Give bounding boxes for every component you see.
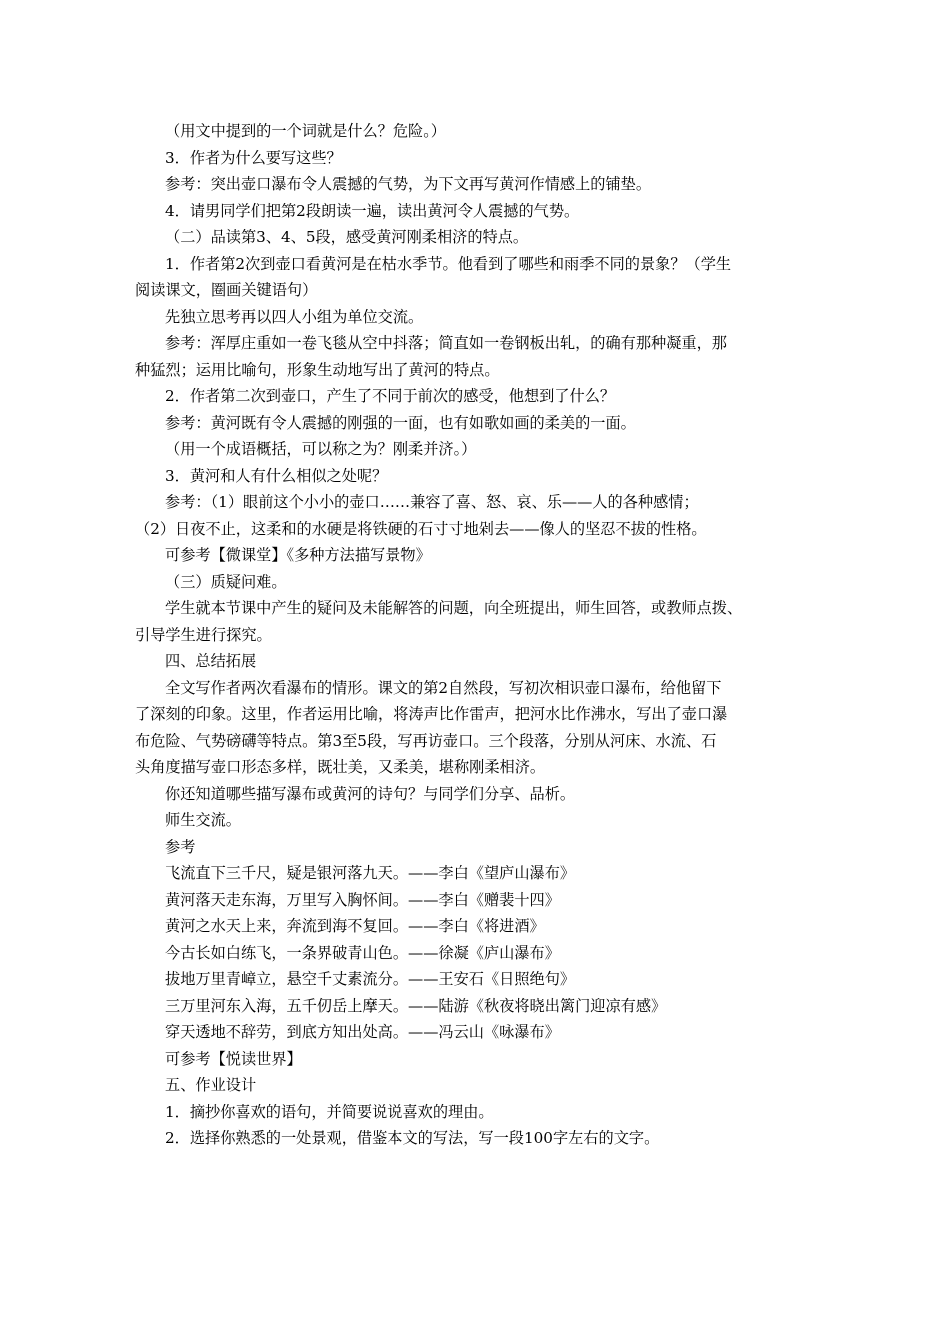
text-line: 了深刻的印象。这里，作者运用比喻，将涛声比作雷声，把河水比作沸水，写出了壶口瀑 bbox=[135, 705, 728, 723]
text-line: （用一个成语概括，可以称之为？刚柔并济。） bbox=[165, 440, 477, 458]
text-line: （二）品读第3、4、5段，感受黄河刚柔相济的特点。 bbox=[165, 228, 529, 246]
text-line: 参考 bbox=[165, 837, 196, 856]
text-line: （三）质疑问难。 bbox=[165, 572, 287, 591]
text-line: 参考：（1）眼前这个小小的壶口……兼容了喜、怒、哀、乐——人的各种感情； bbox=[165, 493, 699, 511]
text-line: 3．黄河和人有什么相似之处呢？ bbox=[165, 466, 388, 485]
text-line: 拔地万里青嶂立，悬空千丈素流分。——王安石《日照绝句》 bbox=[165, 970, 576, 988]
text-line: （用文中提到的一个词就是什么？危险。） bbox=[165, 122, 446, 140]
text-line: 黄河落天走东海，万里写入胸怀间。——李白《赠裴十四》 bbox=[165, 890, 560, 909]
text-line: 你还知道哪些描写瀑布或黄河的诗句？与同学们分享、品析。 bbox=[165, 784, 576, 803]
text-line: 三万里河东入海，五千仞岳上摩天。——陆游《秋夜将晓出篱门迎凉有感》 bbox=[165, 996, 667, 1015]
text-line: 阅读课文，圈画关键语句） bbox=[135, 281, 318, 299]
text-line: 头角度描写壶口形态多样，既壮美，又柔美，堪称刚柔相济。 bbox=[135, 758, 546, 776]
text-line: 2．作者第二次到壶口，产生了不同于前次的感受，他想到了什么？ bbox=[165, 387, 616, 405]
text-line: 种猛烈；运用比喻句，形象生动地写出了黄河的特点。 bbox=[135, 360, 500, 379]
text-line: 全文写作者两次看瀑布的情形。课文的第2自然段，写初次相识壶口瀑布，给他留下 bbox=[165, 678, 722, 697]
text-line: 引导学生进行探究。 bbox=[135, 625, 272, 644]
document-page bbox=[135, 118, 825, 1152]
text-line: 1．作者第2次到壶口看黄河是在枯水季节。他看到了哪些和雨季不同的景象？（学生 bbox=[165, 254, 732, 273]
text-line: 四、总结拓展 bbox=[165, 652, 257, 670]
text-line: 今古长如白练飞，一条界破青山色。——徐凝《庐山瀑布》 bbox=[165, 943, 560, 962]
text-line: 先独立思考再以四人小组为单位交流。 bbox=[165, 307, 424, 326]
text-line: 黄河之水天上来，奔流到海不复回。——李白《将进酒》 bbox=[165, 917, 545, 935]
text-line: 可参考【悦读世界】 bbox=[165, 1049, 302, 1068]
text-line: 五、作业设计 bbox=[165, 1076, 257, 1094]
text-line: 穿天透地不辞劳，到底方知出处高。——冯云山《咏瀑布》 bbox=[165, 1023, 560, 1041]
text-line: 参考：黄河既有令人震撼的刚强的一面，也有如歌如画的柔美的一面。 bbox=[165, 413, 636, 432]
text-line: 参考：突出壶口瀑布令人震撼的气势，为下文再写黄河作情感上的铺垫。 bbox=[165, 175, 651, 193]
text-line: 学生就本节课中产生的疑问及未能解答的问题，向全班提出，师生回答，或教师点拨、 bbox=[165, 599, 743, 617]
text-line: 布危险、气势磅礴等特点。第3至5段，写再访壶口。三个段落，分别从河床、水流、石 bbox=[135, 731, 717, 750]
text-line: 1．摘抄你喜欢的语句，并简要说说喜欢的理由。 bbox=[165, 1102, 494, 1121]
text-line: 4．请男同学们把第2段朗读一遍，读出黄河令人震撼的气势。 bbox=[165, 201, 580, 220]
text-line: （2）日夜不止，这柔和的水硬是将铁硬的石寸寸地剁去——像人的坚忍不拔的性格。 bbox=[135, 519, 707, 538]
text-line: 参考：浑厚庄重如一卷飞毯从空中抖落；简直如一卷钢板出轧，的确有那种凝重，那 bbox=[165, 334, 727, 352]
text-line: 师生交流。 bbox=[165, 811, 241, 829]
text-line: 飞流直下三千尺，疑是银河落九天。——李白《望庐山瀑布》 bbox=[165, 864, 576, 882]
text-line: 可参考【微课堂】《多种方法描写景物》 bbox=[165, 546, 431, 564]
text-line: 3．作者为什么要写这些？ bbox=[165, 148, 342, 167]
text-line: 2．选择你熟悉的一处景观，借鉴本文的写法，写一段100字左右的文字。 bbox=[165, 1129, 660, 1147]
